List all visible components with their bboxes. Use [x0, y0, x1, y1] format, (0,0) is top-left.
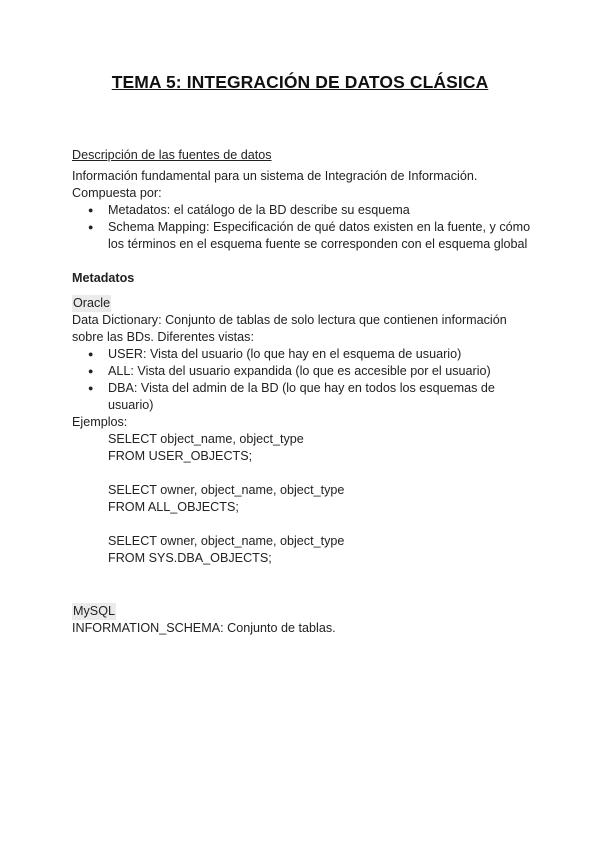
subheading-mysql: MySQL: [73, 604, 115, 618]
code-line: FROM SYS.DBA_OBJECTS;: [108, 551, 272, 565]
list-item: ● ALL: Vista del usuario expandida (lo que es accesible por el usuario): [72, 363, 532, 380]
code-line: SELECT owner, object_name, object_type: [108, 483, 345, 497]
code-line: SELECT owner, object_name, object_type: [108, 534, 345, 548]
code-example-2: [72, 482, 532, 516]
section-intro-paragraph: Información fundamental para un sistema de Integración de Información. Compuesta por:: [72, 169, 478, 200]
list-item: ● Metadatos: el catálogo de la BD describe su esquema: [72, 202, 532, 219]
list-item: ● DBA: Vista del admin de la BD (lo que hay en todos los esquemas de usuario): [72, 380, 532, 414]
mysql-paragraph: INFORMATION_SCHEMA: Conjunto de tablas.: [72, 621, 336, 635]
document-body: [72, 147, 532, 637]
code-example-3: [72, 533, 532, 567]
components-list: [72, 202, 532, 253]
examples-label: Ejemplos:: [72, 415, 128, 429]
section-heading-fuentes: Descripción de las fuentes de datos: [72, 148, 272, 162]
subheading-oracle: Oracle: [73, 296, 111, 310]
code-example-1: [72, 431, 532, 465]
section-heading-metadatos: Metadatos: [72, 271, 135, 285]
list-item: ● Schema Mapping: Especificación de qué datos existen en la fuente, y cómo los términos en el esquema fuente se corresponden con el esquema global: [72, 219, 532, 253]
code-line: SELECT object_name, object_type: [108, 432, 304, 446]
code-line: FROM ALL_OBJECTS;: [108, 500, 239, 514]
list-item: ● USER: Vista del usuario (lo que hay en el esquema de usuario): [72, 346, 532, 363]
code-line: FROM USER_OBJECTS;: [108, 449, 253, 463]
views-list: [72, 346, 532, 414]
page-title: TEMA 5: INTEGRACIÓN DE DATOS CLÁSICA: [111, 72, 489, 92]
oracle-intro-paragraph: Data Dictionary: Conjunto de tablas de solo lectura que contienen información sobre las BDs. Diferentes vistas:: [72, 313, 507, 344]
